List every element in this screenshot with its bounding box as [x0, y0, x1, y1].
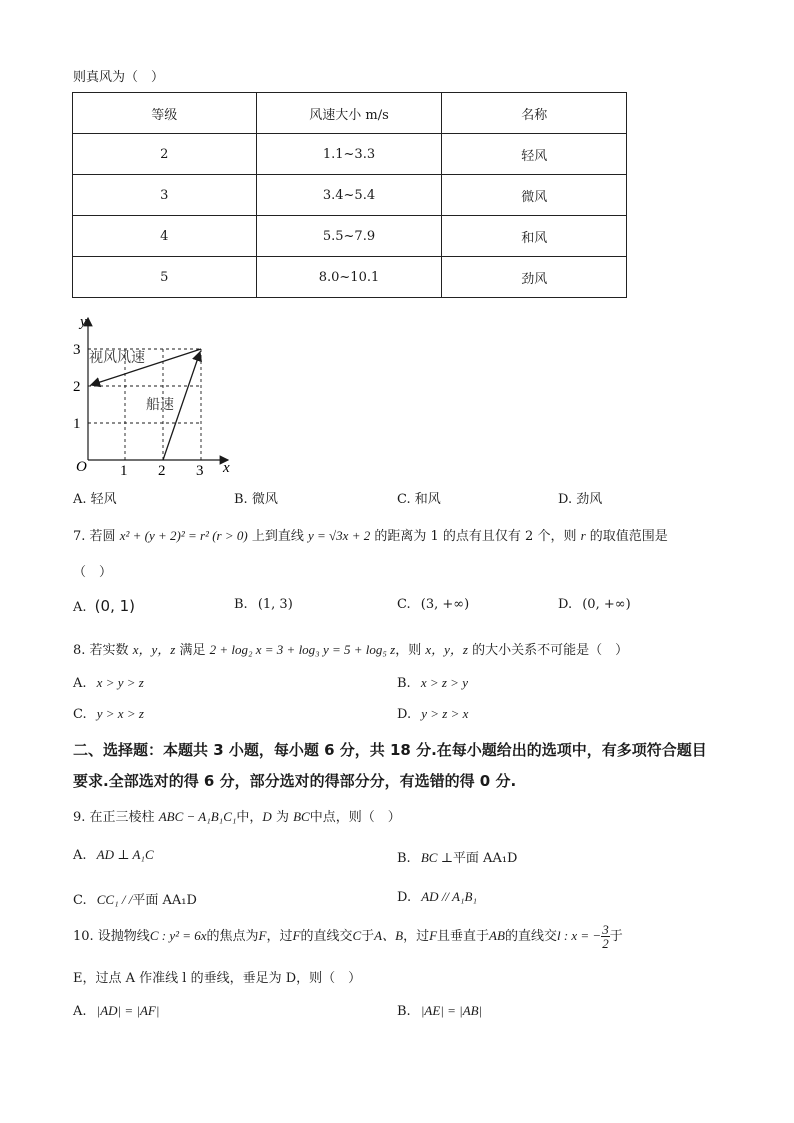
q7-option-c: C. (3, +∞) — [397, 597, 470, 612]
y-tick-label: 2 — [73, 379, 81, 395]
section2-heading-line2: 要求.全部选对的得 6 分，部分选对的得部分分，有选错的得 0 分. — [73, 772, 517, 790]
question-intro: 则真风为（ ） — [73, 70, 165, 85]
q7-suffix: 的距离为 1 的点有且仅有 2 个，则 — [374, 529, 577, 544]
y-tick-label: 1 — [73, 416, 81, 432]
table-cell: 3.4~5.4 — [256, 175, 442, 216]
header-cell: 风速大小 m/s — [256, 93, 442, 134]
q9-stem: 9. 在正三棱柱 ABC − A₁B₁C₁中，D 为 BC中点，则（ ） — [73, 809, 401, 825]
q10-stem-line1: 10. 设抛物线C : y² = 6x的焦点为F，过F的直线交C于A、B，过F且垂直于AB的直线交l : x = − $\frac{3}{2}$ 于 — [73, 922, 623, 951]
table-cell: 微风 — [442, 175, 627, 216]
section2-heading-line1: 二、选择题：本题共 3 小题，每小题 6 分，共 18 分.在每小题给出的选项中，有多项符合题目 — [73, 741, 707, 759]
q9-option-a: A. AD ⊥ A₁C — [73, 847, 154, 863]
table-row — [73, 175, 627, 216]
q7-circle-eq: x² + (y + 2)² = r² (r > 0) — [119, 528, 248, 543]
table-cell: 8.0~10.1 — [256, 257, 442, 298]
q7-mid: 上到直线 — [251, 529, 304, 544]
table-cell: 轻风 — [442, 134, 627, 175]
x-tick-label: 3 — [196, 463, 204, 479]
q10-option-a: A. |AD| = |AF| — [73, 1003, 160, 1019]
q8-option-d: D. y > z > x — [397, 706, 469, 722]
q8-option-c: C. y > x > z — [73, 706, 144, 722]
q7-prefix: 7. 若圆 — [73, 529, 116, 544]
q7-stem — [73, 525, 668, 544]
table-header-row — [73, 93, 627, 134]
ship-speed-label: 船速 — [146, 397, 174, 413]
table-row — [73, 216, 627, 257]
apparent-wind-label: 视风风速 — [89, 350, 145, 366]
header-cell: 名称 — [442, 93, 627, 134]
q7-suffix: 的取值范围是 — [589, 529, 668, 544]
table-cell: 劲风 — [442, 257, 627, 298]
q7-option-b: B. (1, 3) — [234, 597, 293, 612]
table-cell: 4 — [73, 216, 257, 257]
origin-label: O — [76, 459, 87, 475]
fraction-three-halves: $\frac{3}{2}$ — [602, 922, 609, 951]
x-axis-label: x — [223, 460, 230, 476]
table-cell: 5 — [73, 257, 257, 298]
q6-option-d: D. 劲风 — [558, 492, 603, 507]
q8-option-b: B. x > z > y — [397, 675, 468, 691]
q8-option-a: A. x > y > z — [73, 675, 144, 691]
x-tick-label: 1 — [120, 463, 128, 479]
q9-option-c: C. CC₁ / /平面 AA₁D — [73, 892, 197, 908]
x-tick-label: 2 — [158, 463, 166, 479]
table-cell: 和风 — [442, 216, 627, 257]
table-cell: 3 — [73, 175, 257, 216]
header-cell: 等级 — [73, 93, 257, 134]
q7-option-a: A. (0, 1) — [73, 597, 135, 615]
q7-r: r — [580, 528, 586, 543]
q7-option-d: D. (0, +∞) — [558, 597, 631, 612]
q7-paren: （ ） — [73, 565, 113, 580]
q8-stem: 8. 若实数 x，y，z 满足 2 + log₂ x = 3 + log₃ y = 5 + log₅ z，则 x，y，z 的大小关系不可能是（ ） — [73, 642, 629, 658]
q7-line-eq: y = √3x + 2 — [308, 528, 371, 543]
y-axis-label: y — [80, 314, 87, 330]
q6-option-b: B. 微风 — [234, 492, 278, 507]
q10-stem-line2: E，过点 A 作准线 l 的垂线，垂足为 D，则（ ） — [73, 971, 362, 986]
q9-option-d: D. AD // A₁B₁ — [397, 889, 477, 905]
table-cell: 1.1~3.3 — [256, 134, 442, 175]
q6-option-c: C. 和风 — [397, 492, 441, 507]
wind-vector-diagram — [70, 312, 240, 480]
table-row — [73, 134, 627, 175]
y-tick-label: 3 — [73, 342, 81, 358]
wind-scale-table — [72, 92, 627, 298]
table-cell: 2 — [73, 134, 257, 175]
q10-option-b: B. |AE| = |AB| — [397, 1003, 483, 1019]
table-row — [73, 257, 627, 298]
q9-option-b: B. BC ⊥平面 AA₁D — [397, 850, 518, 866]
q6-option-a: A. 轻风 — [73, 492, 117, 507]
table-cell: 5.5~7.9 — [256, 216, 442, 257]
